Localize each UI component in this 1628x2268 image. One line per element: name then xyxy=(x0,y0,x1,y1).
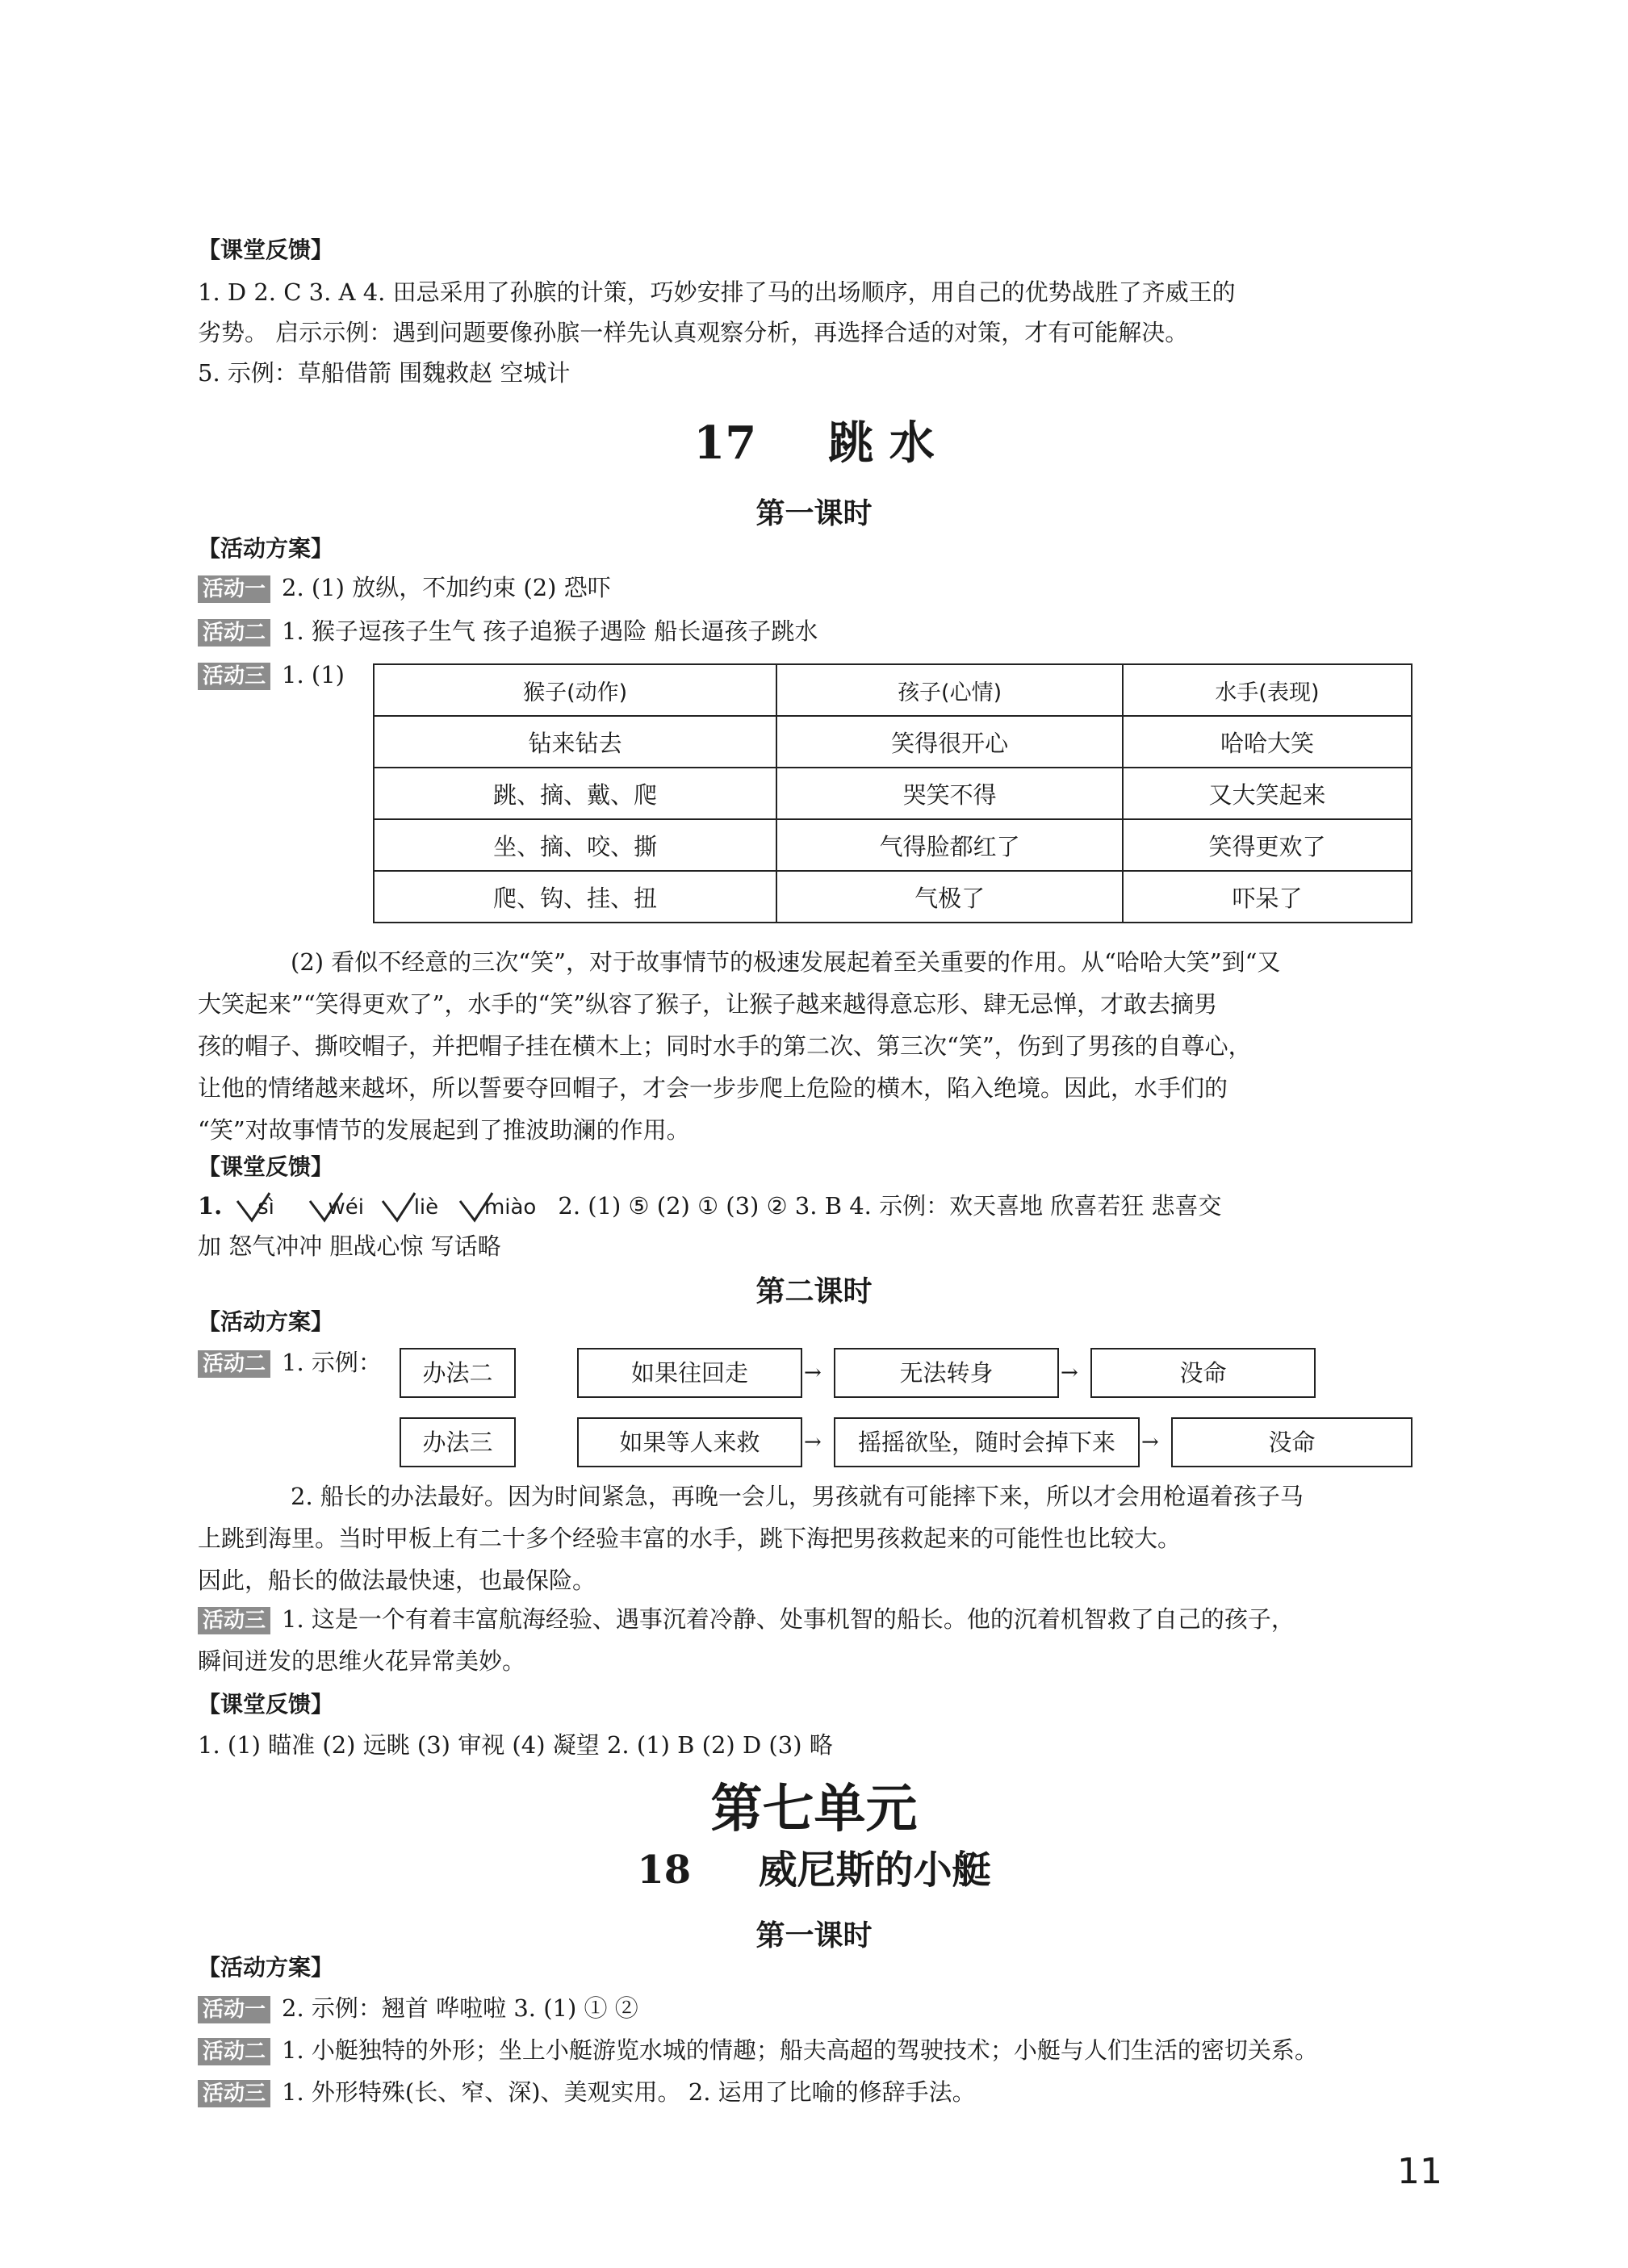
activity-3-prefix: 1. (1) xyxy=(282,661,345,688)
lesson-17-title xyxy=(0,408,1628,472)
activity-18-3-text: 1. 外形特殊(长、窄、深)、美观实用。 2. 运用了比喻的修辞手法。 xyxy=(282,2078,976,2106)
table-cell: 哈哈大笑 xyxy=(1123,716,1412,768)
table-row xyxy=(374,819,1412,871)
lesson-number: 18 xyxy=(637,1847,692,1893)
para-line: 孩的帽子、撕咬帽子，并把帽子挂在横木上；同时水手的第二次、第三次“笑”，伤到了男孩的自尊心， xyxy=(198,1032,1252,1060)
activity-2b-row xyxy=(198,1346,382,1379)
feedback-line: 1. (1) 瞄准 (2) 远眺 (3) 审视 (4) 凝望 2. (1) B (2) D (3) 略 xyxy=(198,1731,833,1759)
activity-18-1-text: 2. 示例：翘首 哗啦啦 3. (1) ① ② xyxy=(282,1994,638,2022)
table-cell: 吓呆了 xyxy=(1123,871,1412,923)
pinyin-answer: liè xyxy=(413,1195,439,1220)
table-cell: 哭笑不得 xyxy=(776,768,1123,819)
flow-box: 没命 xyxy=(1171,1417,1412,1467)
period-1-title-18: 第一课时 xyxy=(755,1919,873,1952)
check-marks xyxy=(234,1186,508,1227)
flow-box: 办法二 xyxy=(400,1348,516,1398)
activity-18-3-row xyxy=(198,2076,976,2108)
activity-2b-tag: 活动二 xyxy=(198,1350,270,1378)
question-1-number: 1. xyxy=(198,1192,223,1220)
table-cell: 笑得很开心 xyxy=(776,716,1123,768)
feedback-heading-3: 【课堂反馈】 xyxy=(198,1691,334,1718)
table-cell: 又大笑起来 xyxy=(1123,768,1412,819)
activity-1-row xyxy=(198,571,611,604)
para-line: 让他的情绪越来越坏，所以誓要夺回帽子，才会一步步爬上危险的横木，陷入绝境。因此，水手们的 xyxy=(198,1074,1228,1102)
feedback-heading-1: 【课堂反馈】 xyxy=(198,236,334,263)
table-cell: 气极了 xyxy=(776,871,1123,923)
table-header: 水手(表现) xyxy=(1123,664,1412,716)
table-header: 猴子(动作) xyxy=(374,664,776,716)
flow-box: 如果往回走 xyxy=(577,1348,802,1398)
arrow-right-icon: → xyxy=(804,1430,822,1454)
table-row xyxy=(374,716,1412,768)
feedback-line-2: 劣势。 启示示例：遇到问题要像孙膑一样先认真观察分析，再选择合适的对策，才有可能解决。 xyxy=(198,319,1189,346)
table-header-row xyxy=(374,664,1412,716)
activity-3-row xyxy=(198,659,345,691)
lesson-number: 17 xyxy=(693,416,757,470)
check-mark-icon xyxy=(310,1193,342,1220)
feedback-line: 加 怒气冲冲 胆战心惊 写话略 xyxy=(198,1232,501,1260)
para-line: 上跳到海里。当时甲板上有二十多个经验丰富的水手，跳下海把男孩救起来的可能性也比较大。 xyxy=(198,1525,1182,1552)
check-mark-icon xyxy=(237,1193,270,1220)
activity-2-text: 1. 猴子逗孩子生气 孩子追猴子遇险 船长逼孩子跳水 xyxy=(282,617,818,645)
activity-18-2-tag: 活动二 xyxy=(198,2038,270,2065)
flow-box: 办法三 xyxy=(400,1417,516,1467)
table-cell: 钻来钻去 xyxy=(374,716,776,768)
para-line: “笑”对故事情节的发展起到了推波助澜的作用。 xyxy=(198,1116,690,1144)
arrow-right-icon: → xyxy=(1141,1430,1159,1454)
flow-box: 如果等人来救 xyxy=(577,1417,802,1467)
para-line: 因此，船长的做法最快速，也最保险。 xyxy=(198,1567,596,1594)
feedback-line-1: 1. D 2. C 3. A 4. 田忌采用了孙膑的计策，巧妙安排了马的出场顺序，用自己的优势战胜了齐威王的 xyxy=(198,278,1236,306)
para-line: (2) 看似不经意的三次“笑”，对于故事情节的极速发展起着至关重要的作用。从“哈哈大笑”到“又 xyxy=(291,948,1281,976)
para-line: 大笑起来”“笑得更欢了”，水手的“笑”纵容了猴子，让猴子越来越得意忘形、肆无忌惮，才敢去摘男 xyxy=(198,990,1218,1018)
feedback-line-3: 5. 示例：草船借箭 围魏救赵 空城计 xyxy=(198,359,571,387)
period-1-title: 第一课时 xyxy=(755,497,873,530)
activity-plan-heading-2: 【活动方案】 xyxy=(198,1308,334,1335)
arrow-right-icon: → xyxy=(804,1361,822,1385)
activity-1-tag: 活动一 xyxy=(198,575,270,603)
pinyin-answer: miào xyxy=(483,1195,537,1220)
activity-3-tag: 活动三 xyxy=(198,663,270,690)
table-row xyxy=(374,768,1412,819)
activity-3b-tag: 活动三 xyxy=(198,1607,270,1634)
activity-2-row xyxy=(198,615,818,647)
table-cell: 跳、摘、戴、爬 xyxy=(374,768,776,819)
feedback-heading-2: 【课堂反馈】 xyxy=(198,1153,334,1180)
activity-3b-text: 1. 这是一个有着丰富航海经验、遇事沉着冷静、处事机智的船长。他的沉着机智救了自己的孩子， xyxy=(282,1605,1295,1633)
table-cell: 坐、摘、咬、撕 xyxy=(374,819,776,871)
character-table xyxy=(373,663,1412,923)
table-cell: 爬、钩、挂、扭 xyxy=(374,871,776,923)
pinyin-answer: wéi xyxy=(328,1195,364,1220)
flow-box: 无法转身 xyxy=(834,1348,1059,1398)
activity-1-text: 2. (1) 放纵，不加约束 (2) 恐吓 xyxy=(282,574,611,601)
lesson-18-title xyxy=(0,1839,1628,1894)
page-number: 11 xyxy=(1397,2151,1442,2192)
flow-box: 没命 xyxy=(1090,1348,1316,1398)
activity-3b-row xyxy=(198,1603,1295,1635)
feedback-rest: 2. (1) ⑤ (2) ① (3) ② 3. B 4. 示例：欢天喜地 欣喜若狂 悲喜交 xyxy=(558,1192,1222,1220)
activity-18-2-text: 1. 小艇独特的外形；坐上小艇游览水城的情趣；船夫高超的驾驶技术；小艇与人们生活的密切关系。 xyxy=(282,2036,1318,2064)
activity-2-tag: 活动二 xyxy=(198,619,270,647)
table-cell: 笑得更欢了 xyxy=(1123,819,1412,871)
unit-title: 第七单元 xyxy=(710,1780,918,1839)
activity-2b-prefix: 1. 示例： xyxy=(282,1349,382,1376)
table-row xyxy=(374,871,1412,923)
activity-3b-line-2: 瞬间迸发的思维火花异常美妙。 xyxy=(198,1647,526,1675)
activity-plan-heading-18: 【活动方案】 xyxy=(198,1954,334,1981)
period-2-title: 第二课时 xyxy=(755,1275,873,1308)
para-line: 2. 船长的办法最好。因为时间紧急，再晚一会儿，男孩就有可能摔下来，所以才会用枪逼着孩子马 xyxy=(291,1483,1304,1510)
check-mark-icon xyxy=(460,1193,492,1220)
lesson-name: 跳 水 xyxy=(828,417,935,470)
flow-box: 摇摇欲坠，随时会掉下来 xyxy=(834,1417,1140,1467)
activity-18-2-row xyxy=(198,2034,1318,2066)
pinyin-answer: sì xyxy=(257,1195,274,1220)
activity-18-1-row xyxy=(198,1992,638,2024)
check-mark-icon xyxy=(383,1193,415,1220)
activity-18-3-tag: 活动三 xyxy=(198,2080,270,2107)
activity-18-1-tag: 活动一 xyxy=(198,1996,270,2023)
arrow-right-icon: → xyxy=(1061,1361,1078,1385)
lesson-name: 威尼斯的小艇 xyxy=(758,1847,991,1893)
table-cell: 气得脸都红了 xyxy=(776,819,1123,871)
table-header: 孩子(心情) xyxy=(776,664,1123,716)
activity-plan-heading: 【活动方案】 xyxy=(198,535,334,562)
